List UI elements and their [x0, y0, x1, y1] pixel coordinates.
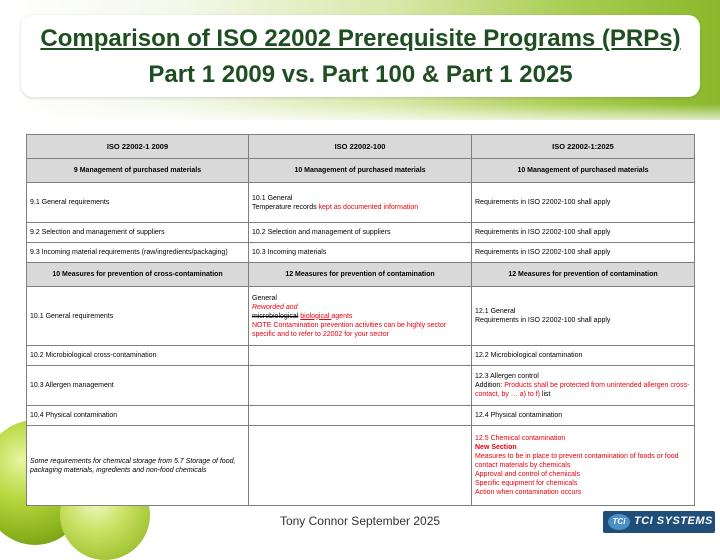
title-box	[21, 15, 700, 97]
table-cell: 9.2 Selection and management of suppliers	[27, 223, 249, 243]
table-cell	[249, 346, 472, 366]
section-cell: 9 Management of purchased materials	[27, 159, 249, 183]
table-row	[27, 243, 695, 263]
deleted-text: microbiological	[252, 312, 299, 320]
table-cell: Requirements in ISO 22002-100 shall apply	[472, 183, 695, 223]
cell-line: 12.1 General	[475, 308, 516, 315]
slide-subtitle: Part 1 2009 vs. Part 100 & Part 1 2025	[148, 61, 573, 88]
table-cell	[472, 366, 695, 406]
highlight-text: kept as documented information	[318, 203, 419, 211]
table-cell: 10.2 Selection and management of suppliers	[249, 223, 472, 243]
inserted-text: biological	[300, 312, 332, 320]
table-cell: Some requirements for chemical storage from 5.7 Storage of food, packaging materials, ingredients and non-food chemicals	[27, 426, 249, 506]
section-row	[27, 263, 695, 287]
table-cell: Requirements in ISO 22002-100 shall apply	[472, 223, 695, 243]
table-row	[27, 406, 695, 426]
table-cell: 12.2 Microbiological contamination	[472, 346, 695, 366]
table-cell: 10.3 Allergen management	[27, 366, 249, 406]
column-header: ISO 22002-1:2025	[472, 135, 695, 159]
table-cell	[249, 287, 472, 346]
section-row	[27, 159, 695, 183]
table-cell: 12.4 Physical contamination	[472, 406, 695, 426]
slide-title: Comparison of ISO 22002 Prerequisite Programs (PRPs)	[40, 25, 681, 52]
section-cell: 12 Measures for prevention of contamination	[472, 263, 695, 287]
table-cell	[472, 287, 695, 346]
column-header: ISO 22002-1 2009	[27, 135, 249, 159]
table-cell: 10.2 Microbiological cross-contamination	[27, 346, 249, 366]
table-row	[27, 346, 695, 366]
table-row	[27, 366, 695, 406]
cell-line: Reworded and	[252, 303, 298, 311]
table-cell	[249, 183, 472, 223]
note-text: NOTE Contamination prevention activities can be highly sector specific and to refer to 22002 for your sector	[252, 321, 447, 338]
table-cell: 10.3 Incoming materials	[249, 243, 472, 263]
footer-text: Tony Connor September 2025	[279, 514, 441, 528]
table-cell: 10.1 General requirements	[27, 287, 249, 346]
tci-systems-logo	[603, 511, 715, 533]
table-row	[27, 223, 695, 243]
cell-text: Temperature records	[252, 203, 319, 211]
table-cell: Requirements in ISO 22002-100 shall apply	[472, 243, 695, 263]
cell-text: list	[539, 391, 551, 398]
highlight-text: Products shall be protected from unintended allergen cross-contact, by … a) to f)	[475, 382, 690, 398]
cell-line: Measures to be in place to prevent contamination of foods or food contact materials by chemicals	[475, 453, 679, 469]
new-section-label: New Section	[475, 444, 517, 451]
logo-badge: TCi	[608, 514, 630, 530]
comparison-table	[26, 134, 695, 506]
table-cell	[249, 406, 472, 426]
section-cell: 10 Management of purchased materials	[249, 159, 472, 183]
cell-line: Specific equipment for chemicals	[475, 480, 578, 487]
table-cell: 9.1 General requirements	[27, 183, 249, 223]
table-header-row	[27, 135, 695, 159]
table-cell	[472, 426, 695, 506]
logo-text: TCI SYSTEMS	[634, 515, 713, 527]
section-cell: 10 Measures for prevention of cross-contamination	[27, 263, 249, 287]
table-row	[27, 183, 695, 223]
table-cell: 10.4 Physical contamination	[27, 406, 249, 426]
section-cell: 10 Management of purchased materials	[472, 159, 695, 183]
cell-line: 10.1 General	[252, 194, 293, 202]
cell-line: Action when contamination occurs	[475, 489, 582, 496]
cell-line: Requirements in ISO 22002-100 shall apply	[475, 317, 611, 324]
cell-text: agents	[331, 312, 353, 320]
cell-text: Addition:	[475, 382, 505, 389]
header-fade	[0, 104, 720, 126]
cell-line: General	[252, 294, 277, 302]
cell-line: 12.5 Chemical contamination	[475, 435, 566, 442]
table-row	[27, 287, 695, 346]
cell-line: Approval and control of chemicals	[475, 471, 581, 478]
table-cell	[249, 366, 472, 406]
table-row	[27, 426, 695, 506]
section-cell: 12 Measures for prevention of contamination	[249, 263, 472, 287]
column-header: ISO 22002-100	[249, 135, 472, 159]
cell-line: 12.3 Allergen control	[475, 373, 539, 380]
table-cell	[249, 426, 472, 506]
table-cell: 9.3 Incoming material requirements (raw/ingredients/packaging)	[27, 243, 249, 263]
